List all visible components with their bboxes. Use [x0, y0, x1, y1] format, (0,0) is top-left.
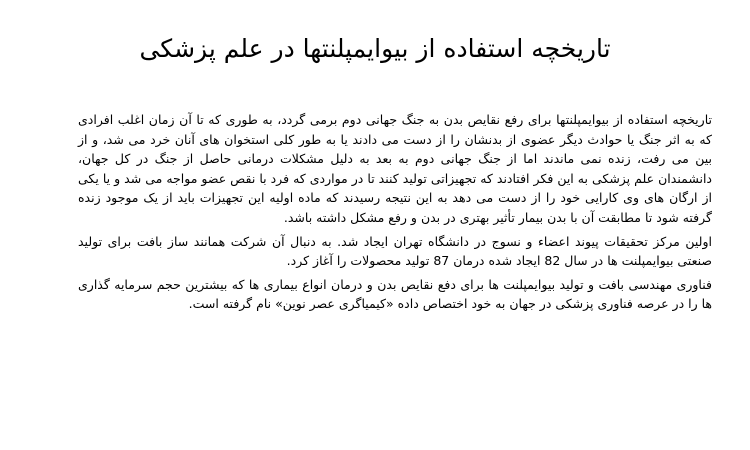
paragraph-history: تاریخچه استفاده از بیوایمپلنتها برای رفع نقایص بدن به جنگ جهانی دوم برمی گردد، به طوری که تا آن زمان اغلب افرادی که به اثر جنگ یا حوادث دیگر عضوی از بدنشان را از دست می دادند یا به طور کلی استخوان های آنان خرد می شد، و از بین می رفت، زنده نمی ماندند اما از جنگ جهانی دوم به بعد به دلیل مشکلات درمانی حاصل از جنگ در کل جهان، دانشمندان علم پزشکی به این فکر افتادند که تجهیزاتی تولید کنند تا در مواردی که فرد با نقص عضو مواجه می شد و یا یکی از ارگان های وی کارایی خود را از دست می دهد به این نتیجه رسیدند که ماده اولیه این تجهیزات باید از یک موجود زنده گرفته شود تا مطابقت آن با بدن بیمار تأثیر بهتری در بدن و رفع مشکل داشته باشد. — [78, 112, 712, 225]
paragraph-tissue-engineering: فناوری مهندسی بافت و تولید بیوایمپلنت ها برای دفع نقایص بدن و درمان انواع بیماری ها که بیشترین حجم سرمایه گذاری ها را در عرصه فناوری پزشکی در جهان به خود اختصاص داده «کیمیاگری عصر نوین» نام گرفته است. — [78, 276, 712, 312]
slide-body — [78, 110, 712, 318]
paragraph-research-center: اولین مرکز تحقیقات پیوند اعضاء و نسوج در دانشگاه تهران ایجاد شد. به دنبال آن شرکت همانند ساز بافت برای تولید صنعتی بیوایمپلنت ها در سال 82 ایجاد شده درمان 87 تولید محصولات را آغاز کرد. — [78, 233, 712, 269]
slide-title: تاریخچه استفاده از بیوایمپلنتها در علم پزشکی — [139, 34, 611, 63]
